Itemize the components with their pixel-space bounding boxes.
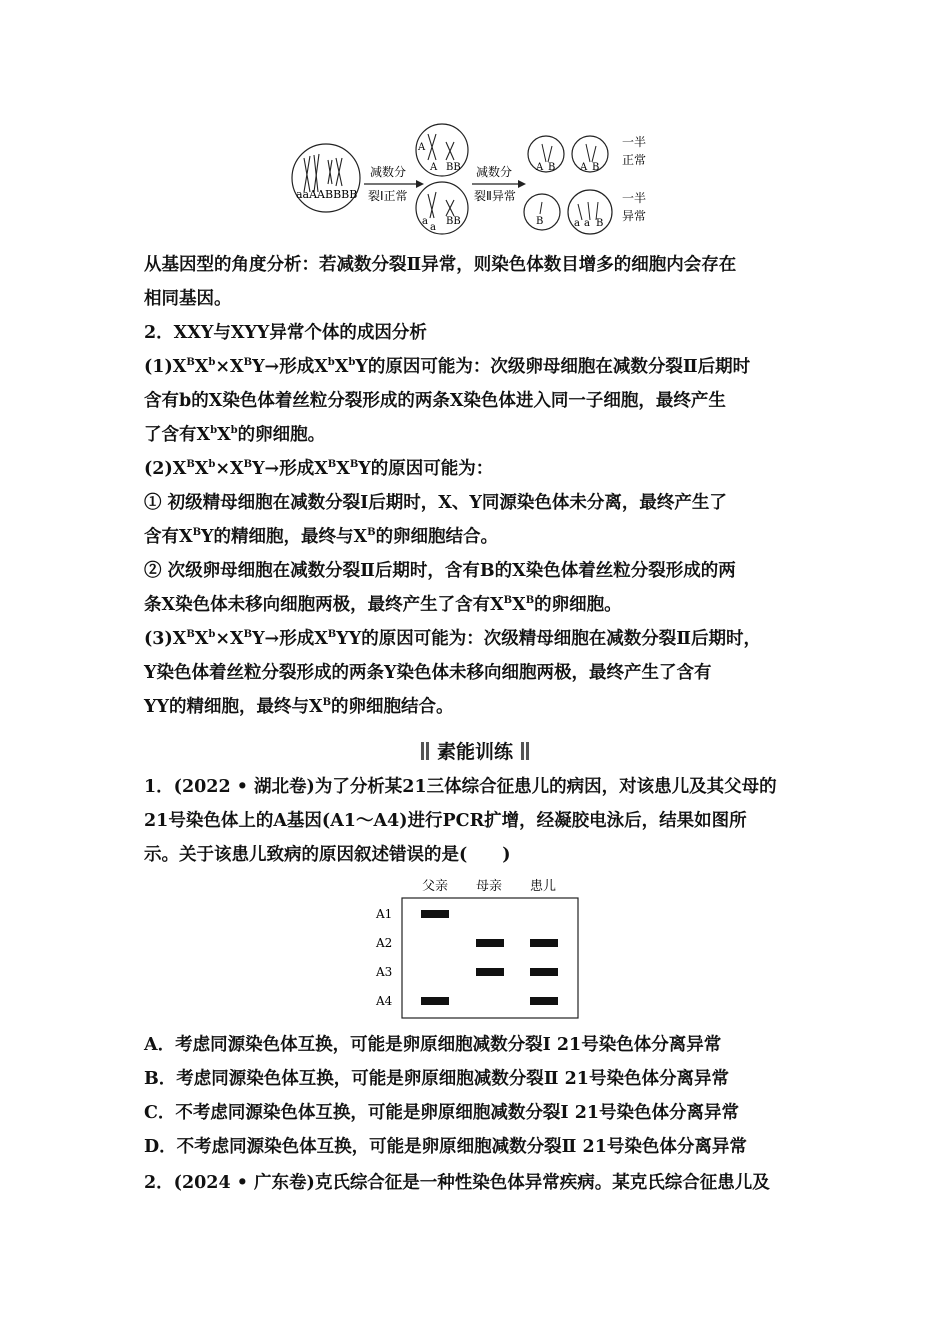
para7-line1: $(3)X^BX^b\times X^BY\to$形成$X^BYY$的原因可能为：次级精母细胞在减数分裂Ⅱ后期时， <box>144 629 761 649</box>
para5-line1: ① 初级精母细胞在减数分裂Ⅰ后期时，X、Y同源染色体未分离，最终产生了 <box>144 493 727 513</box>
bottom-cell-label-2: a <box>430 222 436 233</box>
para4-line1: $(2)X^BX^b\times X^BY\to$形成$X^BX^BY$的原因可能为： <box>144 459 494 479</box>
para3-line2: 含有b的X染色体着丝粒分裂形成的两条X染色体进入同一子细胞，最终产生 <box>144 391 726 411</box>
para1-line1: 从基因型的角度分析：若减数分裂Ⅱ异常，则染色体数目增多的细胞内会存在 <box>144 255 737 275</box>
r2-label-b: B <box>592 162 600 173</box>
col-label-child: 患儿 <box>530 879 557 894</box>
para1-line2: 相同基因。 <box>144 289 232 309</box>
q2-line1: 2．(2024 • 广东卷)克氏综合征是一种性染色体异常疾病。某克氏综合征患儿及 <box>144 1173 770 1193</box>
para6-line1: ② 次级卵母细胞在减数分裂Ⅱ后期时，含有B的X染色体着丝粒分裂形成的两 <box>144 561 736 581</box>
para5-line2: 含有$X^BY$的精细胞，最终与$X^B$的卵细胞结合。 <box>144 527 499 547</box>
r4-label-b: a <box>584 218 590 229</box>
para2-heading: 2．XXY与XYY异常个体的成因分析 <box>144 323 427 343</box>
section-heading <box>0 737 950 764</box>
result-bottom-line1: 一半 <box>622 191 647 205</box>
gel-band-母亲-A2 <box>476 939 504 947</box>
gel-band-患儿-A4 <box>530 997 558 1005</box>
r4-label-c: B <box>596 218 604 229</box>
q1-option-b: B．考虑同源染色体互换，可能是卵原细胞减数分裂Ⅱ 21号染色体分离异常 <box>144 1069 729 1089</box>
arrow2-bottom-label: 裂Ⅱ异常 <box>474 189 516 203</box>
q1-line3: 示。关于该患儿致病的原因叙述错误的是( ) <box>144 845 511 865</box>
row-label-a4: A4 <box>376 994 393 1008</box>
gel-band-患儿-A2 <box>530 939 558 947</box>
meiosis-diagram <box>290 120 670 238</box>
q1-line1: 1．(2022 • 湖北卷)为了分析某21三体综合征患儿的病因，对该患儿及其父母的 <box>144 777 777 797</box>
para7-line3: YY的精细胞，最终与$X^B$的卵细胞结合。 <box>144 697 454 717</box>
arrow2-top-label: 减数分 <box>476 165 513 179</box>
col-label-mother: 母亲 <box>476 879 503 894</box>
para7-line2: Y染色体着丝粒分裂形成的两条Y染色体未移向细胞两极，最终产生了含有 <box>144 663 712 683</box>
q1-option-a: A．考虑同源染色体互换，可能是卵原细胞减数分裂Ⅰ 21号染色体分离异常 <box>144 1035 722 1055</box>
row-label-a2: A2 <box>376 936 393 950</box>
row-label-a1: A1 <box>376 907 393 921</box>
bottom-cell-label-1: a <box>422 216 428 227</box>
q1-option-d: D．不考虑同源染色体互换，可能是卵原细胞减数分裂Ⅱ 21号染色体分离异常 <box>144 1137 747 1157</box>
r4-label-a: a <box>574 218 580 229</box>
result-top-line1: 一半 <box>622 135 647 149</box>
top-cell-label-3: BB <box>446 162 461 173</box>
q1-option-c: C．不考虑同源染色体互换，可能是卵原细胞减数分裂Ⅰ 21号染色体分离异常 <box>144 1103 740 1123</box>
r2-label-a: A <box>580 162 588 173</box>
result-top-line2: 正常 <box>622 153 647 167</box>
gel-band-患儿-A3 <box>530 968 558 976</box>
para3-line1: $(1)X^BX^b\times X^BY\to$形成$X^bX^bY$的原因可能为：次级卵母细胞在减数分裂Ⅱ后期时 <box>144 357 751 377</box>
arrow1-top-label: 减数分 <box>370 165 407 179</box>
para3-line3: 了含有$X^bX^b$的卵细胞。 <box>144 425 326 445</box>
gel-electrophoresis-figure <box>370 876 590 1022</box>
col-label-father: 父亲 <box>422 879 449 894</box>
arrow1-bottom-label: 裂Ⅰ正常 <box>368 189 408 203</box>
gel-band-母亲-A3 <box>476 968 504 976</box>
gel-band-父亲-A1 <box>421 910 449 918</box>
row-label-a3: A3 <box>376 965 393 979</box>
para6-line2: 条X染色体未移向细胞两极，最终产生了含有$X^BX^B$的卵细胞。 <box>144 595 622 615</box>
r1-label-a: A <box>536 162 544 173</box>
gel-band-父亲-A4 <box>421 997 449 1005</box>
top-cell-label-1: A <box>418 142 426 153</box>
result-bottom-line2: 异常 <box>622 209 647 223</box>
r3-label: B <box>536 216 544 227</box>
top-cell-label-2: A <box>430 162 438 173</box>
q1-line2: 21号染色体上的A基因(A1～A4)进行PCR扩增，经凝胶电泳后，结果如图所 <box>144 811 747 831</box>
section-heading-text: 素能训练 <box>436 741 513 763</box>
bottom-cell-label-3: BB <box>446 216 461 227</box>
left-cell-labels: aaAABBBB <box>296 188 358 201</box>
r1-label-b: B <box>548 162 556 173</box>
